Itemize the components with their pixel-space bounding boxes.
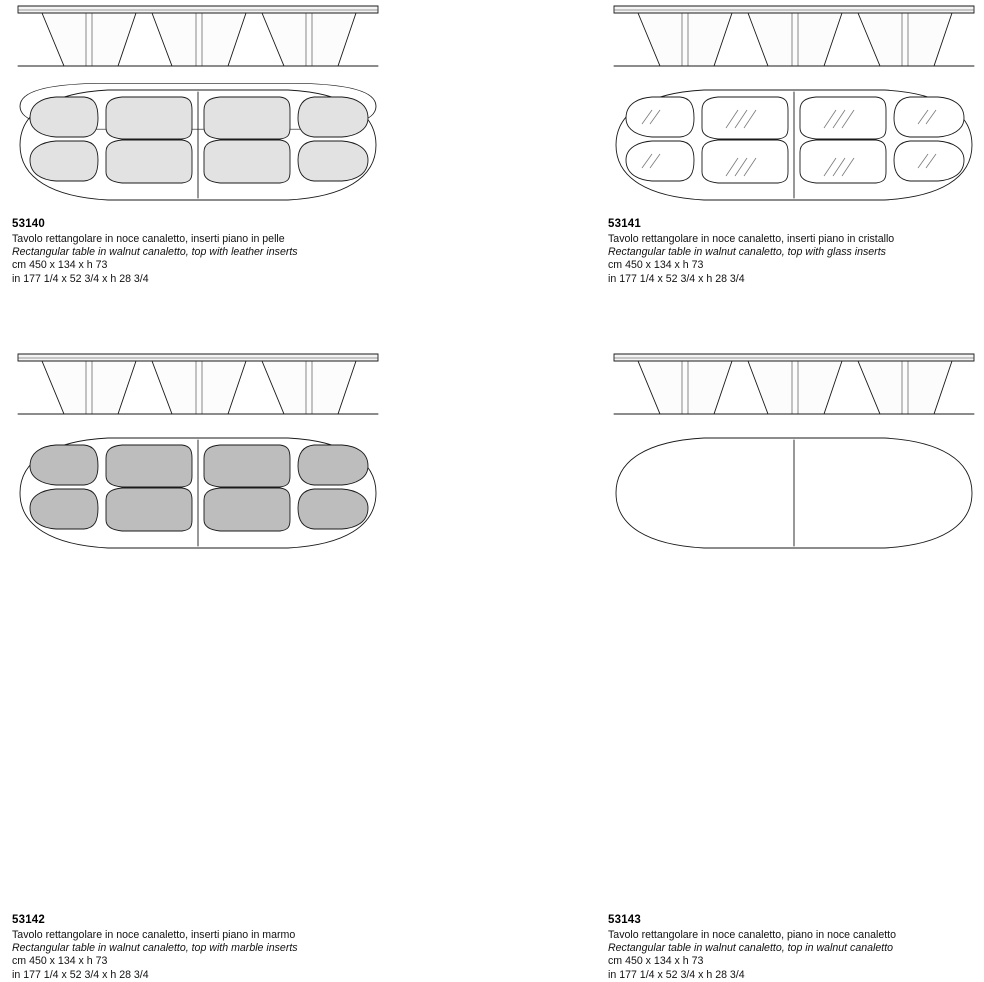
dimensions-cm: cm 450 x 134 x h 73 <box>608 259 704 272</box>
description-en: Rectangular table in walnut canaletto, top with marble inserts <box>12 942 298 955</box>
dimensions-cm: cm 450 x 134 x h 73 <box>12 955 108 968</box>
plan-top-outline <box>616 438 972 548</box>
plan-leather-inserts <box>30 97 368 183</box>
caption-53141 <box>608 218 984 286</box>
elevation-top-slab <box>614 354 974 361</box>
elevation-legs <box>614 13 974 66</box>
plan-glass-inserts <box>626 97 964 183</box>
caption-53142 <box>12 914 392 982</box>
description-it: Tavolo rettangolare in noce canaletto, piano in noce canaletto <box>608 929 896 941</box>
table-53143-drawing <box>608 348 980 560</box>
dimensions-in: in 177 1/4 x 52 3/4 x h 28 3/4 <box>12 968 149 981</box>
dimensions-in: in 177 1/4 x 52 3/4 x h 28 3/4 <box>12 272 149 285</box>
dimensions-in: in 177 1/4 x 52 3/4 x h 28 3/4 <box>608 272 745 285</box>
description-en: Rectangular table in walnut canaletto, top in walnut canaletto <box>608 942 894 955</box>
caption-53143 <box>608 914 984 982</box>
table-53141-drawing <box>608 0 980 212</box>
elevation-top-slab <box>18 354 378 361</box>
description-it: Tavolo rettangolare in noce canaletto, inserti piano in marmo <box>12 929 296 941</box>
elevation-legs <box>614 361 974 414</box>
dimensions-in: in 177 1/4 x 52 3/4 x h 28 3/4 <box>608 968 745 981</box>
product-code: 53140 <box>12 218 45 230</box>
description-en: Rectangular table in walnut canaletto, top with leather inserts <box>12 246 298 259</box>
elevation-legs <box>18 13 378 66</box>
product-code: 53142 <box>12 914 45 926</box>
product-code: 53143 <box>608 914 641 926</box>
plan-marble-inserts <box>30 445 368 531</box>
product-block-53141 <box>608 0 980 285</box>
elevation-top-slab <box>18 6 378 13</box>
product-block-53142 <box>12 348 384 981</box>
description-it: Tavolo rettangolare in noce canaletto, inserti piano in pelle <box>12 233 285 245</box>
product-block-53143 <box>608 348 980 981</box>
dimensions-cm: cm 450 x 134 x h 73 <box>12 259 108 272</box>
caption-53140 <box>12 218 392 286</box>
elevation-legs <box>18 361 378 414</box>
description-it: Tavolo rettangolare in noce canaletto, inserti piano in cristallo <box>608 233 895 245</box>
elevation-top-slab <box>614 6 974 13</box>
table-53142-drawing <box>12 348 384 560</box>
product-block-53140 <box>12 0 384 285</box>
product-code: 53141 <box>608 218 641 230</box>
dimensions-cm: cm 450 x 134 x h 73 <box>608 955 704 968</box>
table-53140-drawing <box>12 0 384 212</box>
description-en: Rectangular table in walnut canaletto, top with glass inserts <box>608 246 886 259</box>
